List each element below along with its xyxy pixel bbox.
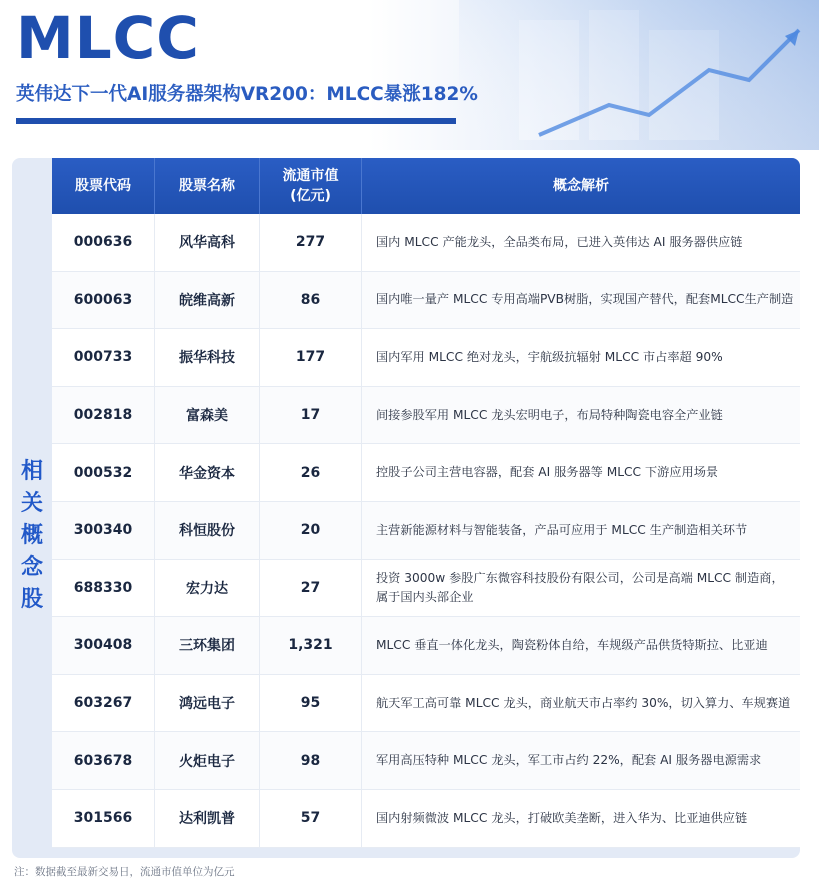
stock-code: 603678: [52, 732, 155, 789]
market-cap: 17: [260, 387, 362, 444]
column-header-label: 概念解析: [553, 178, 609, 194]
stock-table-panel: [12, 158, 800, 858]
concept-description: 间接参股军用 MLCC 龙头宏明电子，布局特种陶瓷电容全产业链: [376, 407, 723, 422]
concept-description: 国内射频微波 MLCC 龙头，打破欧美垄断，进入华为、比亚迪供应链: [376, 810, 748, 825]
market-cap: 26: [260, 444, 362, 501]
column-header-name: [155, 158, 260, 214]
stock-name: 华金资本: [155, 444, 260, 501]
table-row: [52, 272, 800, 330]
stock-name: 宏力达: [155, 560, 260, 617]
table-row: [52, 502, 800, 560]
table-row: [52, 675, 800, 733]
page-subtitle: 英伟达下一代AI服务器架构VR200：MLCC暴涨182%: [16, 84, 478, 105]
table-row: [52, 214, 800, 272]
concept-description: 国内 MLCC 产能龙头，全品类布局，已进入英伟达 AI 服务器供应链: [376, 234, 743, 249]
footnote: 注：数据截至最新交易日，流通市值单位为亿元: [14, 866, 235, 878]
table-row: [52, 617, 800, 675]
stock-name: 富森美: [155, 387, 260, 444]
market-cap: 1,321: [260, 617, 362, 674]
market-cap: 57: [260, 790, 362, 847]
market-cap: 20: [260, 502, 362, 559]
stock-code: 603267: [52, 675, 155, 732]
stock-name: 达利凯普: [155, 790, 260, 847]
table-header: [52, 158, 800, 214]
side-label-char: 关: [20, 491, 43, 516]
header-banner: [0, 0, 819, 150]
stock-name: 科恒股份: [155, 502, 260, 559]
concept-description: 主营新能源材料与智能装备，产品可应用于 MLCC 生产制造相关环节: [376, 522, 748, 537]
column-header-label: 股票名称: [179, 178, 235, 194]
stock-code: 688330: [52, 560, 155, 617]
table-row: [52, 329, 800, 387]
concept-description: 控股子公司主营电容器，配套 AI 服务器等 MLCC 下游应用场景: [376, 465, 719, 480]
side-label-char: 相: [20, 459, 43, 484]
market-cap: 98: [260, 732, 362, 789]
market-cap: 277: [260, 214, 362, 271]
column-header-label: 股票代码: [75, 178, 131, 194]
market-cap: 86: [260, 272, 362, 329]
concept-description: 投资 3000w 参股广东微容科技股份有限公司，公司是高端 MLCC 制造商，属于国内头部企业: [376, 570, 784, 604]
market-cap: 95: [260, 675, 362, 732]
stock-name: 鸿远电子: [155, 675, 260, 732]
column-header-label: 流通市值 (亿元): [282, 168, 339, 204]
stock-name: 皖维高新: [155, 272, 260, 329]
stock-name: 三环集团: [155, 617, 260, 674]
market-cap: 27: [260, 560, 362, 617]
side-label-char: 念: [20, 555, 43, 580]
concept-description: 国内军用 MLCC 绝对龙头，宇航级抗辐射 MLCC 市占率超 90%: [376, 349, 723, 364]
market-cap: 177: [260, 329, 362, 386]
stock-code: 600063: [52, 272, 155, 329]
concept-description: 航天军工高可靠 MLCC 龙头，商业航天市占率约 30%，切入算力、车规赛道: [376, 695, 791, 710]
stock-code: 301566: [52, 790, 155, 847]
rising-arrow-decoration: [459, 0, 819, 150]
concept-description: 军用高压特种 MLCC 龙头，军工市占约 22%，配套 AI 服务器电源需求: [376, 753, 762, 768]
table-body: [52, 214, 800, 848]
stock-code: 002818: [52, 387, 155, 444]
stock-code: 300408: [52, 617, 155, 674]
column-header-code: [52, 158, 155, 214]
table-row: [52, 732, 800, 790]
concept-description: 国内唯一量产 MLCC 专用高端PVB树脂，实现国产替代，配套MLCC生产制造: [376, 292, 794, 307]
side-label: [12, 214, 52, 858]
table-row: [52, 790, 800, 848]
page-title: MLCC: [16, 4, 200, 72]
stock-name: 振华科技: [155, 329, 260, 386]
stock-code: 000733: [52, 329, 155, 386]
stock-code: 300340: [52, 502, 155, 559]
table-row: [52, 387, 800, 445]
table-row: [52, 444, 800, 502]
side-label-char: 股: [20, 587, 43, 612]
title-underline: [16, 118, 456, 124]
stock-name: 风华高科: [155, 214, 260, 271]
stock-code: 000636: [52, 214, 155, 271]
table-row: [52, 560, 800, 618]
column-header-desc: [362, 158, 800, 214]
side-label-char: 概: [20, 523, 43, 548]
stock-code: 000532: [52, 444, 155, 501]
stock-name: 火炬电子: [155, 732, 260, 789]
column-header-cap: [260, 158, 362, 214]
concept-description: MLCC 垂直一体化龙头，陶瓷粉体自给，车规级产品供货特斯拉、比亚迪: [376, 637, 768, 652]
